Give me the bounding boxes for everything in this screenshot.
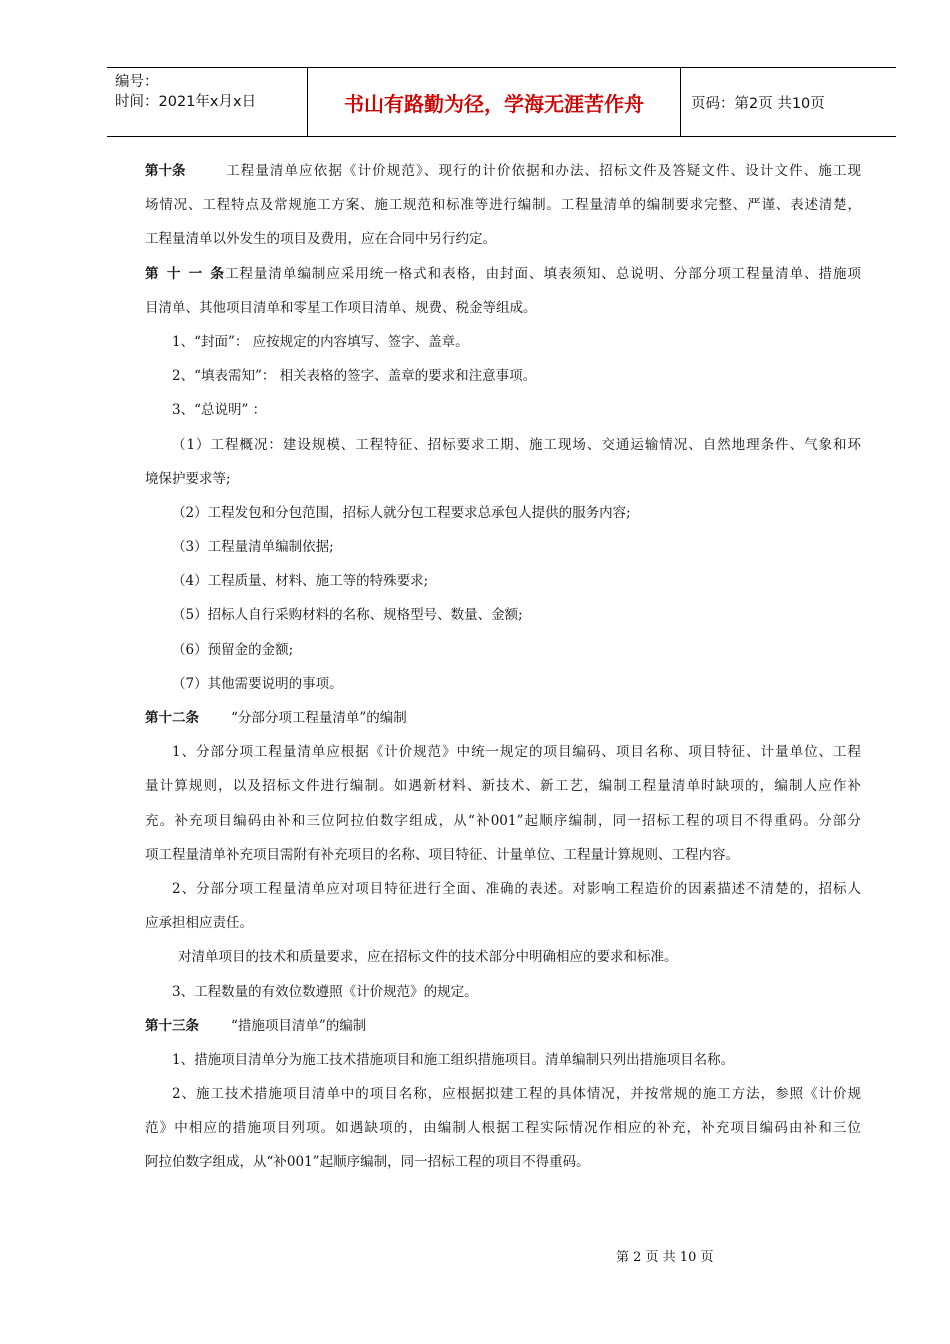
header-left-cell xyxy=(107,68,308,136)
article-10-line-3: 工程量清单以外发生的项目及费用，应在合同中另行约定。 xyxy=(145,231,496,248)
article-12-p2-line-2: 应承担相应责任。 xyxy=(145,915,253,932)
article-13-heading xyxy=(145,1009,861,1043)
article-10-line-1 xyxy=(145,154,861,188)
article-11-label: 第十一条 xyxy=(145,265,224,282)
header-motto: 书山有路勤为径，学海无涯苦作舟 xyxy=(308,68,681,136)
article-11-sub-5: （5）招标人自行采购材料的名称、规格型号、数量、金额; xyxy=(172,607,523,624)
article-10-label: 第十条 xyxy=(145,163,186,179)
article-12-title: “分部分项工程量清单”的编制 xyxy=(231,710,407,726)
article-13-label: 第十三条 xyxy=(145,1017,199,1034)
article-11-text: 工程量清单编制应采用统一格式和表格，由封面、填表须知、总说明、分部分项工程量清单、措施项 xyxy=(224,265,861,282)
article-12-label: 第十二条 xyxy=(145,710,199,726)
article-11-sub-6: （6）预留金的金额; xyxy=(172,641,294,658)
article-11-item-2: 2、“填表需知”： 相关表格的签字、盖章的要求和注意事项。 xyxy=(172,368,537,385)
article-12-p3: 对清单项目的技术和质量要求，应在招标文件的技术部分中明确相应的要求和标准。 xyxy=(178,949,678,966)
article-11-sub-3: （3）工程量清单编制依据; xyxy=(172,539,334,556)
article-13-p2-line-2: 范》中相应的措施项目列项。如遇缺项的，由编制人根据工程实际情况作相应的补充，补充项目编码由补和三位 xyxy=(145,1120,861,1137)
article-11-sub-2: （2）工程发包和分包范围，招标人就分包工程要求总承包人提供的服务内容; xyxy=(172,504,631,521)
article-12-heading xyxy=(145,701,861,735)
document-time-label: 时间：2021年x月x日 xyxy=(115,94,257,110)
article-13-title: “措施项目清单”的编制 xyxy=(231,1017,367,1034)
article-12-p1-line-2: 量计算规则，以及招标文件进行编制。如遇新材料、新技术、新工艺，编制工程量清单时缺项的，编制人应作补 xyxy=(145,778,861,795)
article-10-line-2: 场情况、工程特点及常规施工方案、施工规范和标准等进行编制。工程量清单的编制要求完整、严谨、表述清楚， xyxy=(145,197,861,214)
article-11-sub-1-line-1: （1）工程概况：建设规模、工程特征、招标要求工期、施工现场、交通运输情况、自然地理条件、气象和环 xyxy=(172,436,861,453)
document-number-label: 编号： xyxy=(115,74,159,90)
article-12-p1-line-3: 充。补充项目编码由补和三位阿拉伯数字组成，从“补001”起顺序编制，同一招标工程的项目不得重码。分部分 xyxy=(145,812,861,829)
header-table xyxy=(107,67,896,137)
article-12-p2-line-1: 2、分部分项工程量清单应对项目特征进行全面、准确的表述。对影响工程造价的因素描述不清楚的，招标人 xyxy=(172,880,861,897)
article-12-p4: 3、工程数量的有效位数遵照《计价规范》的规定。 xyxy=(172,983,478,1000)
article-11-item-3: 3、“总说明” ： xyxy=(172,402,267,419)
article-11-sub-7: （7）其他需要说明的事项。 xyxy=(172,675,343,692)
article-11-item-1: 1、“封面”： 应按规定的内容填写、签字、盖章。 xyxy=(172,333,469,350)
article-10-text: 工程量清单应依据《计价规范》、现行的计价依据和办法、招标文件及答疑文件、设计文件、施工现 xyxy=(225,163,861,179)
header-page-info: 页码：第2页 共10页 xyxy=(691,95,825,112)
article-11-line-2: 目清单、其他项目清单和零星工作项目清单、规费、税金等组成。 xyxy=(145,299,537,316)
article-11-sub-1-line-2: 境保护要求等; xyxy=(145,470,231,487)
article-12-p1-line-1: 1、分部分项工程量清单应根据《计价规范》中统一规定的项目编码、项目名称、项目特征、计量单位、工程 xyxy=(172,744,861,761)
document-body xyxy=(145,154,861,1180)
article-13-p2-line-1: 2、施工技术措施项目清单中的项目名称，应根据拟建工程的具体情况，并按常规的施工方法，参照《计价规 xyxy=(172,1086,861,1103)
article-13-p2-line-3: 阿拉伯数字组成，从“补001”起顺序编制，同一招标工程的项目不得重码。 xyxy=(145,1154,590,1171)
article-11-line-1 xyxy=(145,257,861,291)
footer-page-number: 第 2 页 共 10 页 xyxy=(616,1250,714,1265)
article-12-p1-line-4: 项工程量清单补充项目需附有补充项目的名称、项目特征、计量单位、工程量计算规则、工程内容。 xyxy=(145,846,739,863)
article-13-p1: 1、措施项目清单分为施工技术措施项目和施工组织措施项目。清单编制只列出措施项目名称。 xyxy=(172,1051,735,1068)
article-11-sub-4: （4）工程质量、材料、施工等的特殊要求; xyxy=(172,573,429,590)
